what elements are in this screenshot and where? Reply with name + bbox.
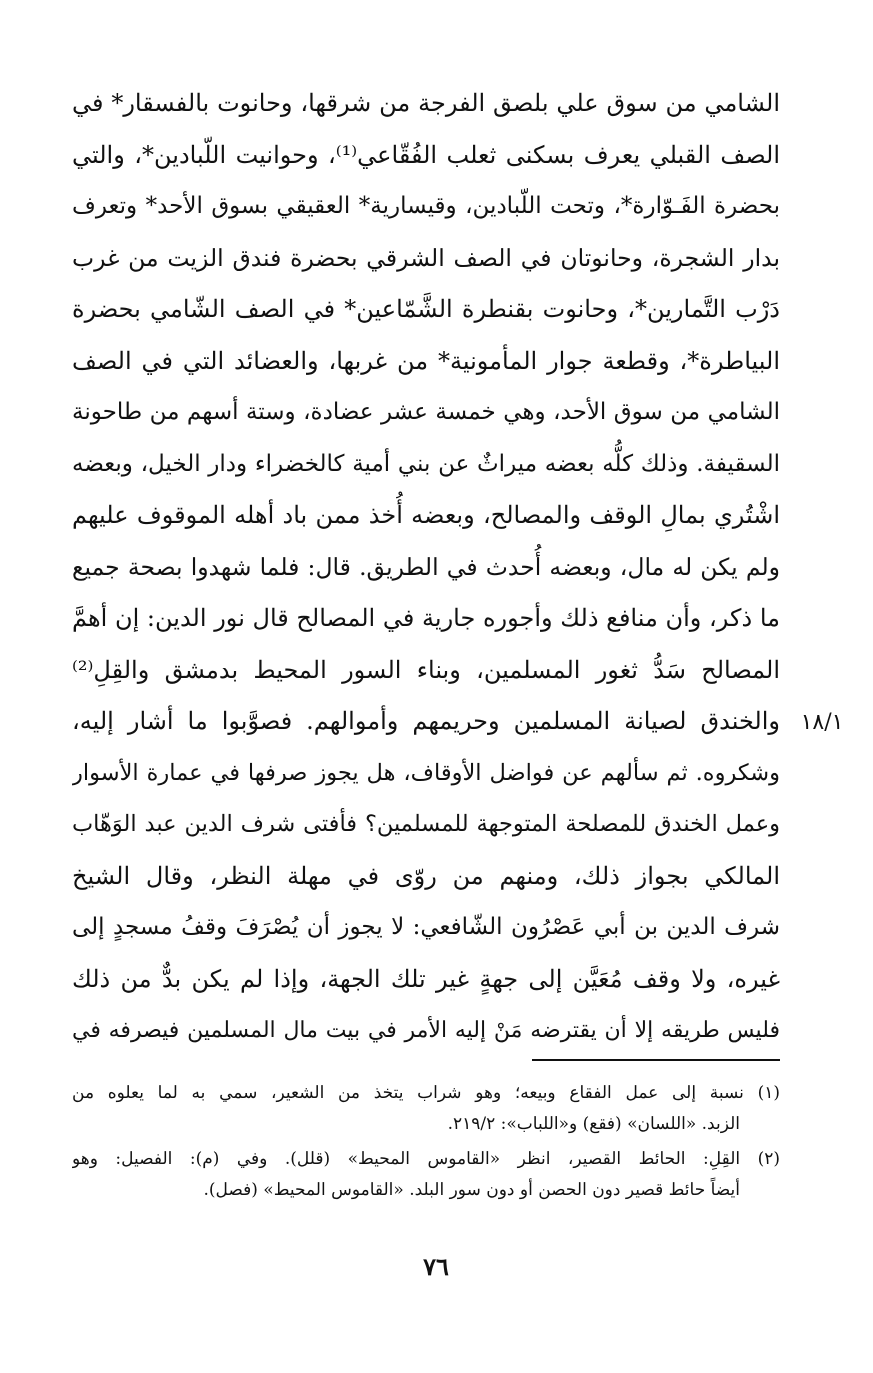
text-line: وعمل الخندق للمصلحة المتوجهة للمسلمين؟ فأفتى شرف الدين عبد الوَهّاب xyxy=(72,811,780,837)
text-line: المصالح سَدُّ ثغور المسلمين، وبناء السور المحيط بدمشق والقِلِ⁽²⁾ xyxy=(72,655,780,684)
text-line: شرف الدين بن أبي عَصْرُون الشّافعي: لا يجوز أن يُصْرَفَ وقفُ مسجدٍ إلى xyxy=(72,914,780,940)
footnote-2-continued: أيضاً حائط قصير دون الحصن أو دون سور البلد. «القاموس المحيط» (فصل). xyxy=(203,1180,740,1200)
margin-reference: ١٨/١ xyxy=(800,710,844,735)
text-line: السقيفة. وذلك كلُّه بعضه ميراثٌ عن بني أمية كالخضراء ودار الخيل، وبعضه xyxy=(72,450,780,477)
text-line: الشامي من سوق علي بلصق الفرجة من شرقها، وحانوت بالفسقار* في xyxy=(72,89,780,117)
footnote-separator xyxy=(532,1059,780,1061)
text-line: والخندق لصيانة المسلمين وحريمهم وأموالهم. فصوَّبوا ما أشار إليه، xyxy=(72,707,780,735)
text-line: فليس طريقه إلا أن يقترضه مَنْ إليه الأمر في بيت مال المسلمين فيصرفه في xyxy=(72,1018,780,1043)
text-line: ما ذكر، وأن منافع ذلك وأجوره جارية في المصالح قال نور الدين: إن أهمَّ xyxy=(72,604,780,632)
footnotes xyxy=(72,1078,780,1206)
text-line: دَرْب التَّمارين*، وحانوت بقنطرة الشَّمّاعين* في الصف الشّامي بحضرة xyxy=(72,295,780,323)
main-text xyxy=(72,78,780,1057)
text-line: البياطرة*، وقطعة جوار المأمونية* من غربها، والعضائد التي في الصف xyxy=(72,346,780,375)
footnote-2: (٢) القِلِ: الحائط القصير، انظر «القاموس المحيط» (قلل). وفي (م): الفصيل: وهو xyxy=(72,1149,780,1169)
footnote-1: (١) نسبة إلى عمل الفقاع وبيعه؛ وهو شراب يتخذ من الشعير، سمي به لما يعلوه من xyxy=(72,1083,780,1103)
text-line: اشْتُري بمالِ الوقف والمصالح، وبعضه أُخذ ممن باد أهله الموقوف عليهم xyxy=(72,501,780,529)
text-line: الشامي من سوق الأحد، وهي خمسة عشر عضادة، وستة أسهم من طاحونة xyxy=(72,399,780,425)
footnote-1-continued: الزبد. «اللسان» (فقع) و«اللباب»: ٢١٩/٢. xyxy=(447,1114,740,1134)
text-line: ولم يكن له مال، وبعضه أُحدث في الطريق. قال: فلما شهدوا بصحة جميع xyxy=(72,552,780,581)
text-line: الصف القبلي يعرف بسكنى ثعلب الفُقّاعي⁽¹⁾، وحوانيت اللّبادين*، والتي xyxy=(72,140,780,169)
text-line: بحضرة الفَـوّارة*، وتحت اللّبادين، وقيسارية* العقيقي بسوق الأحد* وتعرف xyxy=(72,193,780,219)
page-number: ٧٦ xyxy=(423,1252,449,1281)
text-line: المالكي بجواز ذلك، ومنهم من روّى في مهلة النظر، وقال الشيخ xyxy=(72,861,780,890)
text-line: غيره، ولا وقف مُعَيَّن إلى جهةٍ غير تلك الجهة، وإذا لم يكن بدٌّ من ذلك xyxy=(72,964,780,993)
text-line: بدار الشجرة، وحانوتان في الصف الشرقي بحضرة فندق الزيت من غرب xyxy=(72,243,780,272)
text-line: وشكروه. ثم سألهم عن فواضل الأوقاف، هل يجوز صرفها في عمارة الأسوار xyxy=(72,759,780,786)
